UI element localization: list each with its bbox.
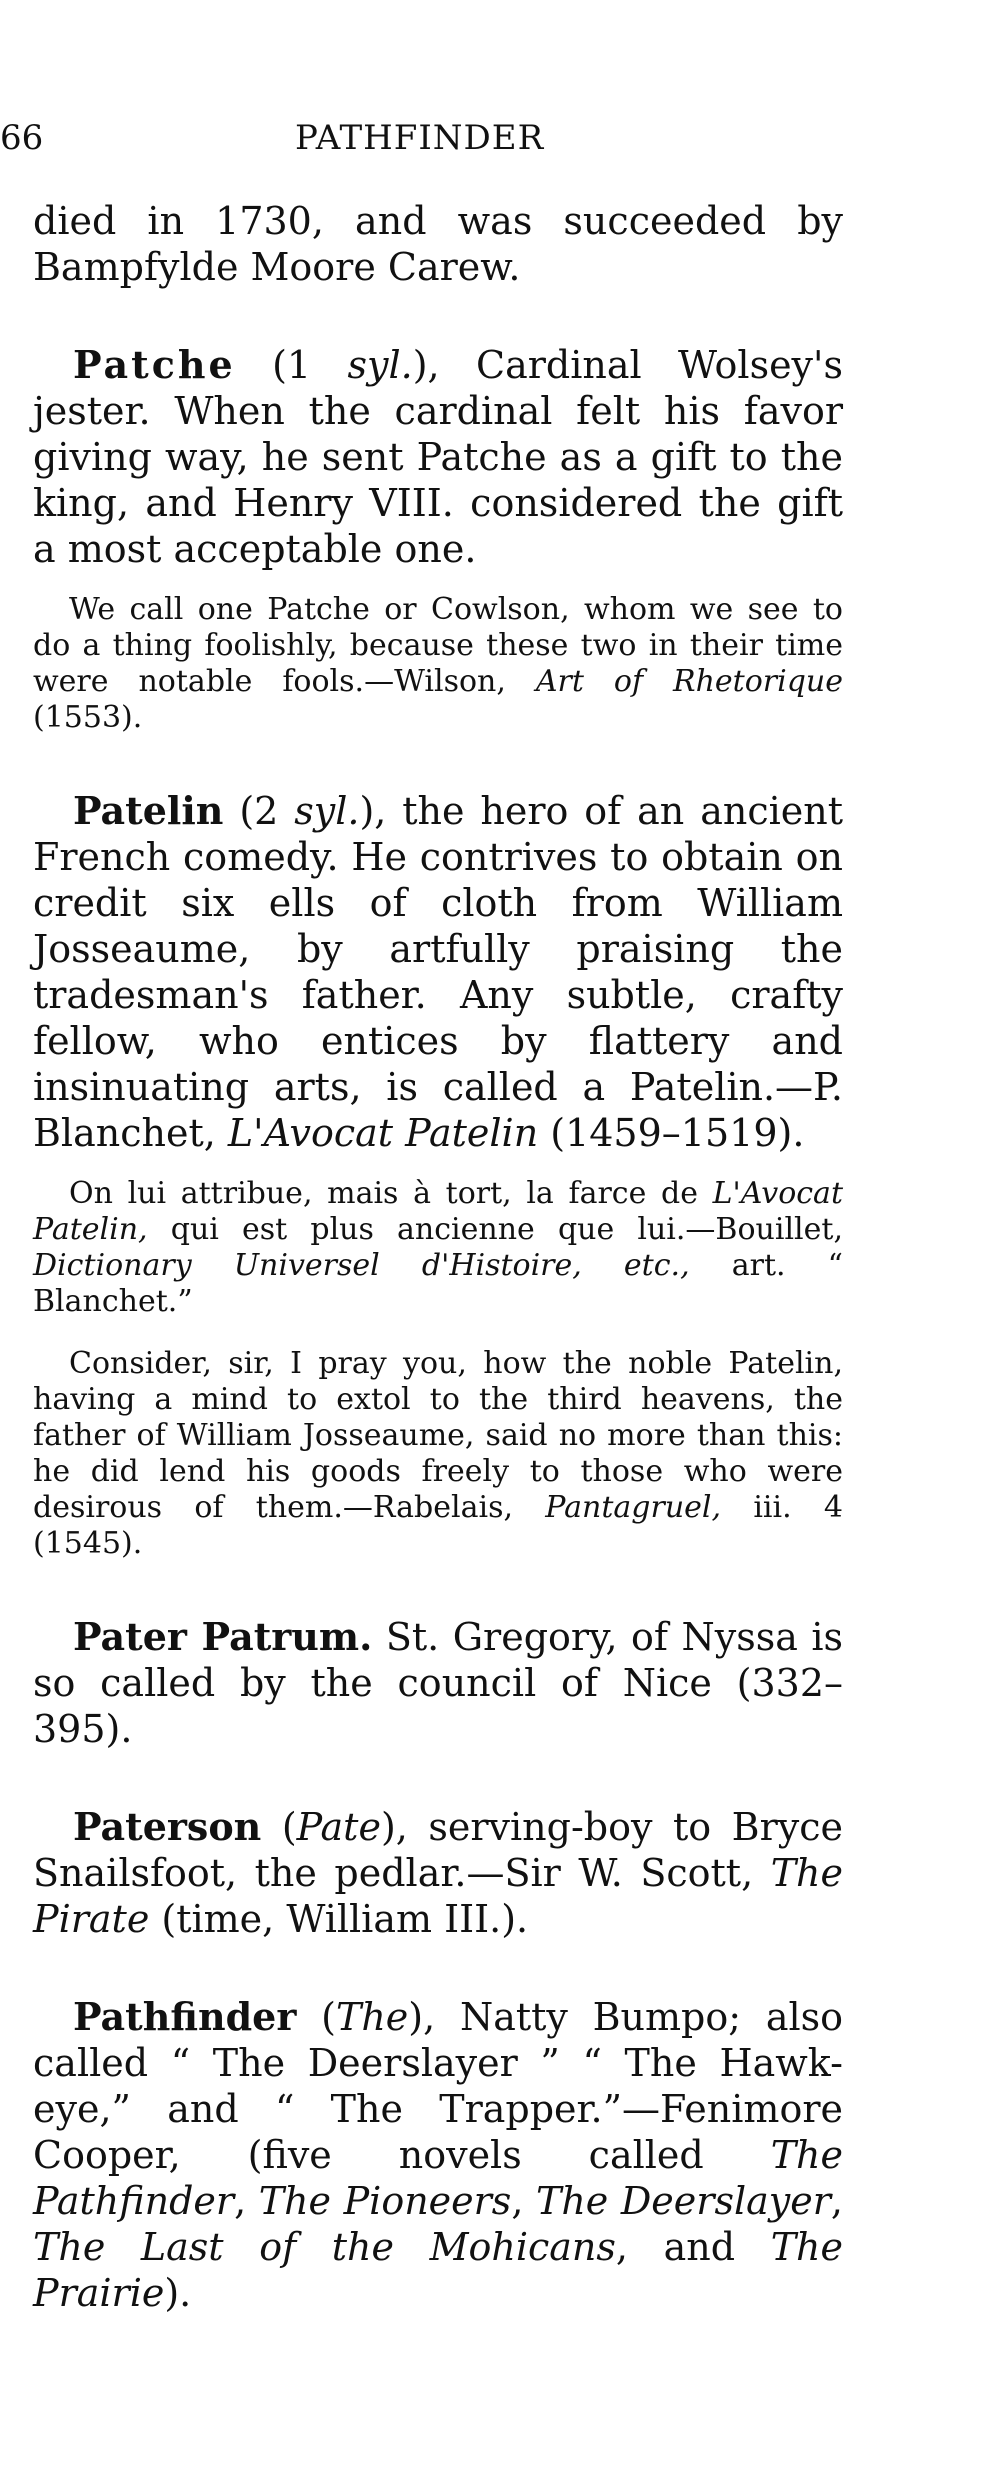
entry-pater-patrum-definition: Pater Patrum. St. Gregory, of Nyssa is so called by the council of Nice (332–395). — [33, 1614, 843, 1751]
headword: Pathfinder — [73, 1994, 297, 2039]
entry-patelin-definition: Patelin (2 syl.), the hero of an ancient French comedy. He contrives to obtain on credit six ells of cloth from William Josseaume, by artfully praising the tradesman's father. Any subtle, crafty fellow, who entices by flattery and insinuating arts, is called a Patelin.—P. Blanchet, L'Avocat Patelin (1459–1519). — [33, 788, 843, 1155]
entry-continuation — [33, 198, 843, 290]
quotation: We call one Patche or Cowlson, whom we see to do a thing foolishly, because these two in their time were notable fools.—Wilson, Art of Rhetorique (1553). — [33, 592, 844, 735]
headword: Patelin — [73, 788, 224, 833]
entry-pathfinder-definition: Pathfinder (The), Natty Bumpo; also called “ The Deerslayer ” “ The Hawk-eye,” and “ The Trapper.”—Fenimore Cooper, (five novels called The Pathfinder, The Pioneers, The Deerslayer, The Last of the Mohicans, and The Prairie). — [33, 1994, 844, 2315]
entry-patche-definition: Patche (1 syl.), Cardinal Wolsey's jester. When the cardinal felt his favor giving way, he sent Patche as a gift to the king, and Henry VIII. considered the gift a most acceptable one. — [33, 342, 843, 571]
quotation: On lui attribue, mais à tort, la farce de L'Avocat Patelin, qui est plus ancienne que lui.—Bouillet, Dictionary Universel d'Histoire, etc., art. “ Blanchet.” — [33, 1176, 843, 1319]
page-header — [0, 118, 1000, 168]
continuation-text: died in 1730, and was succeeded by Bampfylde Moore Carew. — [33, 199, 843, 289]
entry-patelin — [33, 788, 843, 1562]
page-number: 66 — [0, 118, 44, 158]
entry-paterson-definition: Paterson (Pate), serving-boy to Bryce Snailsfoot, the pedlar.—Sir W. Scott, The Pirate (time, William III.). — [33, 1804, 843, 1941]
entry-patche — [33, 342, 843, 736]
headword: Patche — [73, 342, 236, 387]
running-title: PATHFINDER — [295, 118, 545, 158]
entry-pathfinder — [33, 1994, 843, 2316]
entry-pater-patrum — [33, 1614, 843, 1752]
quotation: Consider, sir, I pray you, how the noble Patelin, having a mind to extol to the third heavens, the father of William Josseaume, said no more than this: he did lend his goods freely to those who were desirous of them.—Rabelais, Pantagruel, iii. 4 (1545). — [33, 1346, 843, 1561]
headword: Pater Patrum. — [73, 1614, 373, 1659]
entry-paterson — [33, 1804, 843, 1942]
headword: Paterson — [73, 1804, 262, 1849]
dictionary-column — [33, 198, 843, 2316]
